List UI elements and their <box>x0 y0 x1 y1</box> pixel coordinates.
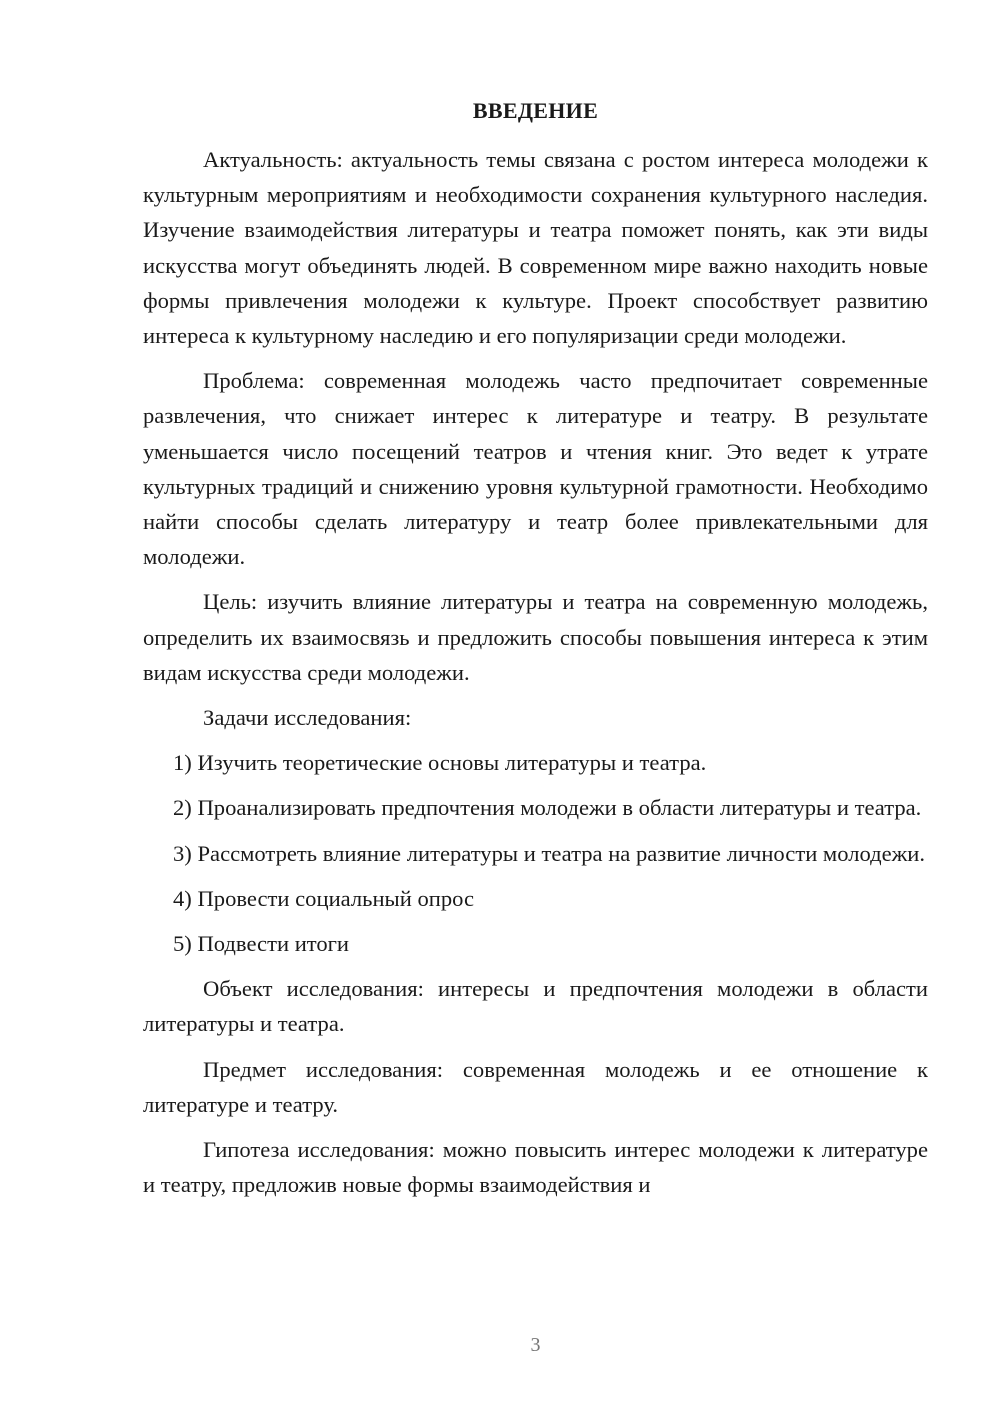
body-text <box>143 142 928 1212</box>
paragraph-goal: Цель: изучить влияние литературы и театра на современную молодежь, определить их взаимосвязь и предложить способы повышения интереса к этим видам искусства среди молодежи. <box>143 589 928 685</box>
paragraph-subject: Предмет исследования: современная молодежь и ее отношение к литературе и театру. <box>143 1056 928 1117</box>
paragraph-tasks-heading: Задачи исследования: <box>203 705 412 731</box>
section-title: ВВЕДЕНИЕ <box>472 98 599 123</box>
paragraph-object: Объект исследования: интересы и предпочтения молодежи в области литературы и театра. <box>143 976 928 1037</box>
page-number: 3 <box>530 1334 541 1356</box>
task-item-1: 1) Изучить теоретические основы литературы и театра. <box>173 750 707 776</box>
task-item-3: 3) Рассмотреть влияние литературы и театра на развитие личности молодежи. <box>173 840 926 866</box>
document-page <box>143 0 928 1414</box>
task-item-4: 4) Провести социальный опрос <box>173 885 475 911</box>
paragraph-hypothesis: Гипотеза исследования: можно повысить интерес молодежи к литературе и театру, предложив новые формы взаимодействия и <box>143 1137 928 1198</box>
paragraph-problem: Проблема: современная молодежь часто предпочитает современные развлечения, что снижает интерес к литературе и театру. В результате уменьшается число посещений театров и чтения книг. Это ведет к утрате культурных традиций и снижению уровня культурной грамотности. Необходимо найти способы сделать литературу и театр более привлекательными для молодежи. <box>143 368 928 570</box>
task-item-2: 2) Проанализировать предпочтения молодежи в области литературы и театра. <box>173 795 922 821</box>
task-item-5: 5) Подвести итоги <box>173 931 350 957</box>
paragraph-relevance: Актуальность: актуальность темы связана с ростом интереса молодежи к культурным мероприятиям и необходимости сохранения культурного наследия. Изучение взаимодействия литературы и театра поможет понять, как эти виды искусства могут объединять людей. В современном мире важно находить новые формы привлечения молодежи к культуре. Проект способствует развитию интереса к культурному наследию и его популяризации среди молодежи. <box>143 147 928 349</box>
